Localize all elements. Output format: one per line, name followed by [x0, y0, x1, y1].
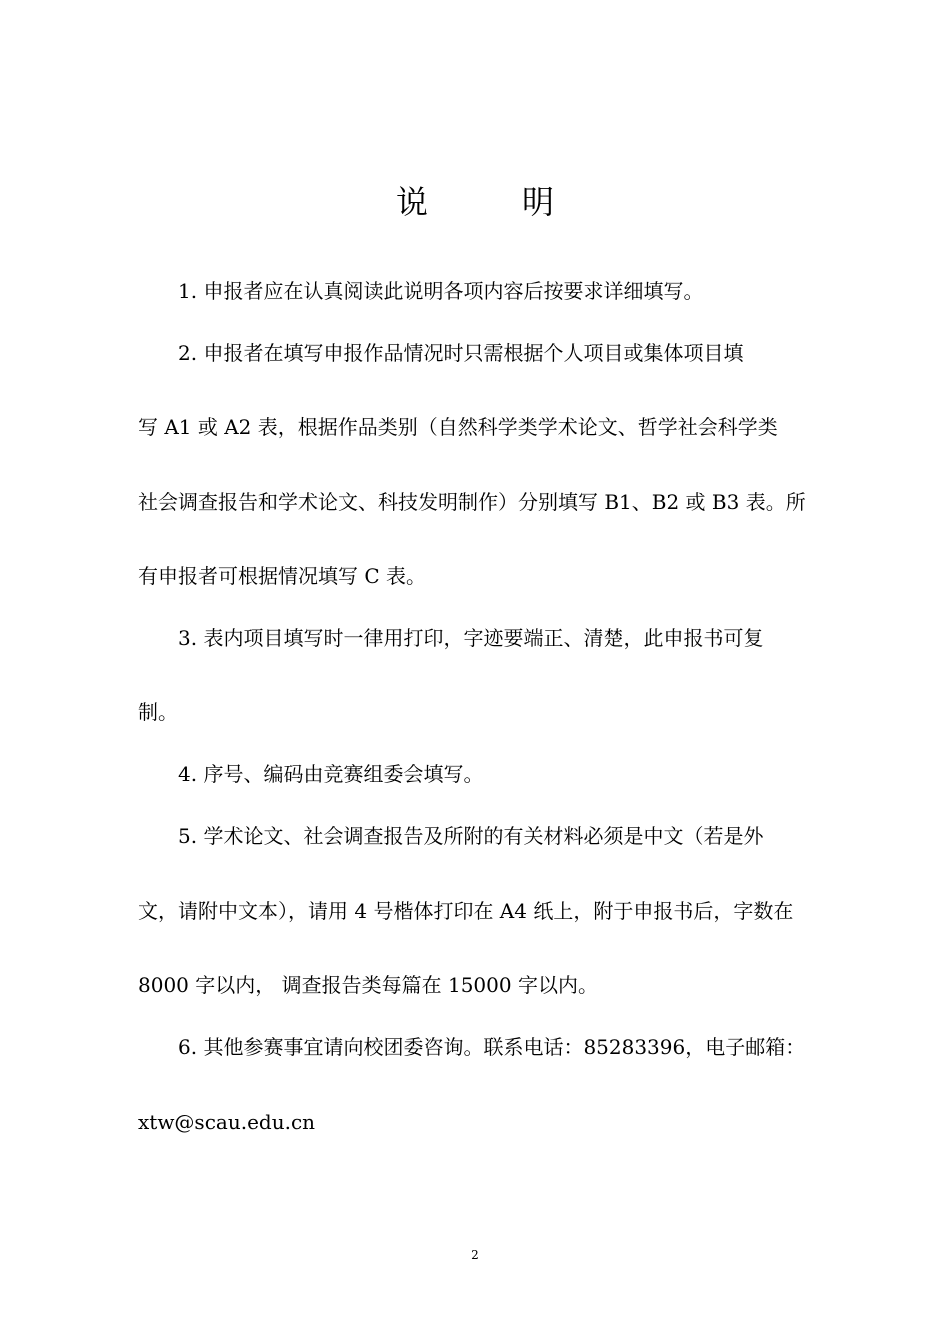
instruction-3-line-1: 3. 表内项目填写时一律用打印，字迹要端正、清楚，此申报书可复 [178, 626, 764, 650]
instruction-5-line-1: 5. 学术论文、社会调查报告及所附的有关材料必须是中文（若是外 [178, 824, 764, 848]
page-number: 2 [471, 1248, 479, 1262]
instruction-2-line-1: 2. 申报者在填写申报作品情况时只需根据个人项目或集体项目填 [178, 341, 744, 365]
contact-email: xtw@scau.edu.cn [138, 1110, 316, 1134]
title-char-1: 说 [395, 183, 428, 221]
instruction-2-line-2: 写 A1 或 A2 表，根据作品类别（自然科学类学术论文、哲学社会科学类 [138, 415, 778, 439]
instruction-3-line-2: 制。 [138, 700, 178, 724]
page-title [0, 178, 950, 226]
instruction-5-line-3: 8000 字以内， 调查报告类每篇在 15000 字以内。 [138, 973, 598, 997]
instruction-4: 4. 序号、编码由竞赛组委会填写。 [178, 762, 484, 786]
instruction-2-line-3: 社会调查报告和学术论文、科技发明制作）分别填写 B1、B2 或 B3 表。所 [138, 490, 806, 514]
title-char-2: 明 [522, 183, 555, 221]
instruction-5-line-2: 文，请附中文本），请用 4 号楷体打印在 A4 纸上，附于申报书后，字数在 [138, 899, 794, 923]
instruction-6-line-1: 6. 其他参赛事宜请向校团委咨询。联系电话：85283396，电子邮箱： [178, 1035, 806, 1059]
instruction-2-line-4: 有申报者可根据情况填写 C 表。 [138, 564, 427, 588]
instruction-1: 1. 申报者应在认真阅读此说明各项内容后按要求详细填写。 [178, 279, 704, 303]
